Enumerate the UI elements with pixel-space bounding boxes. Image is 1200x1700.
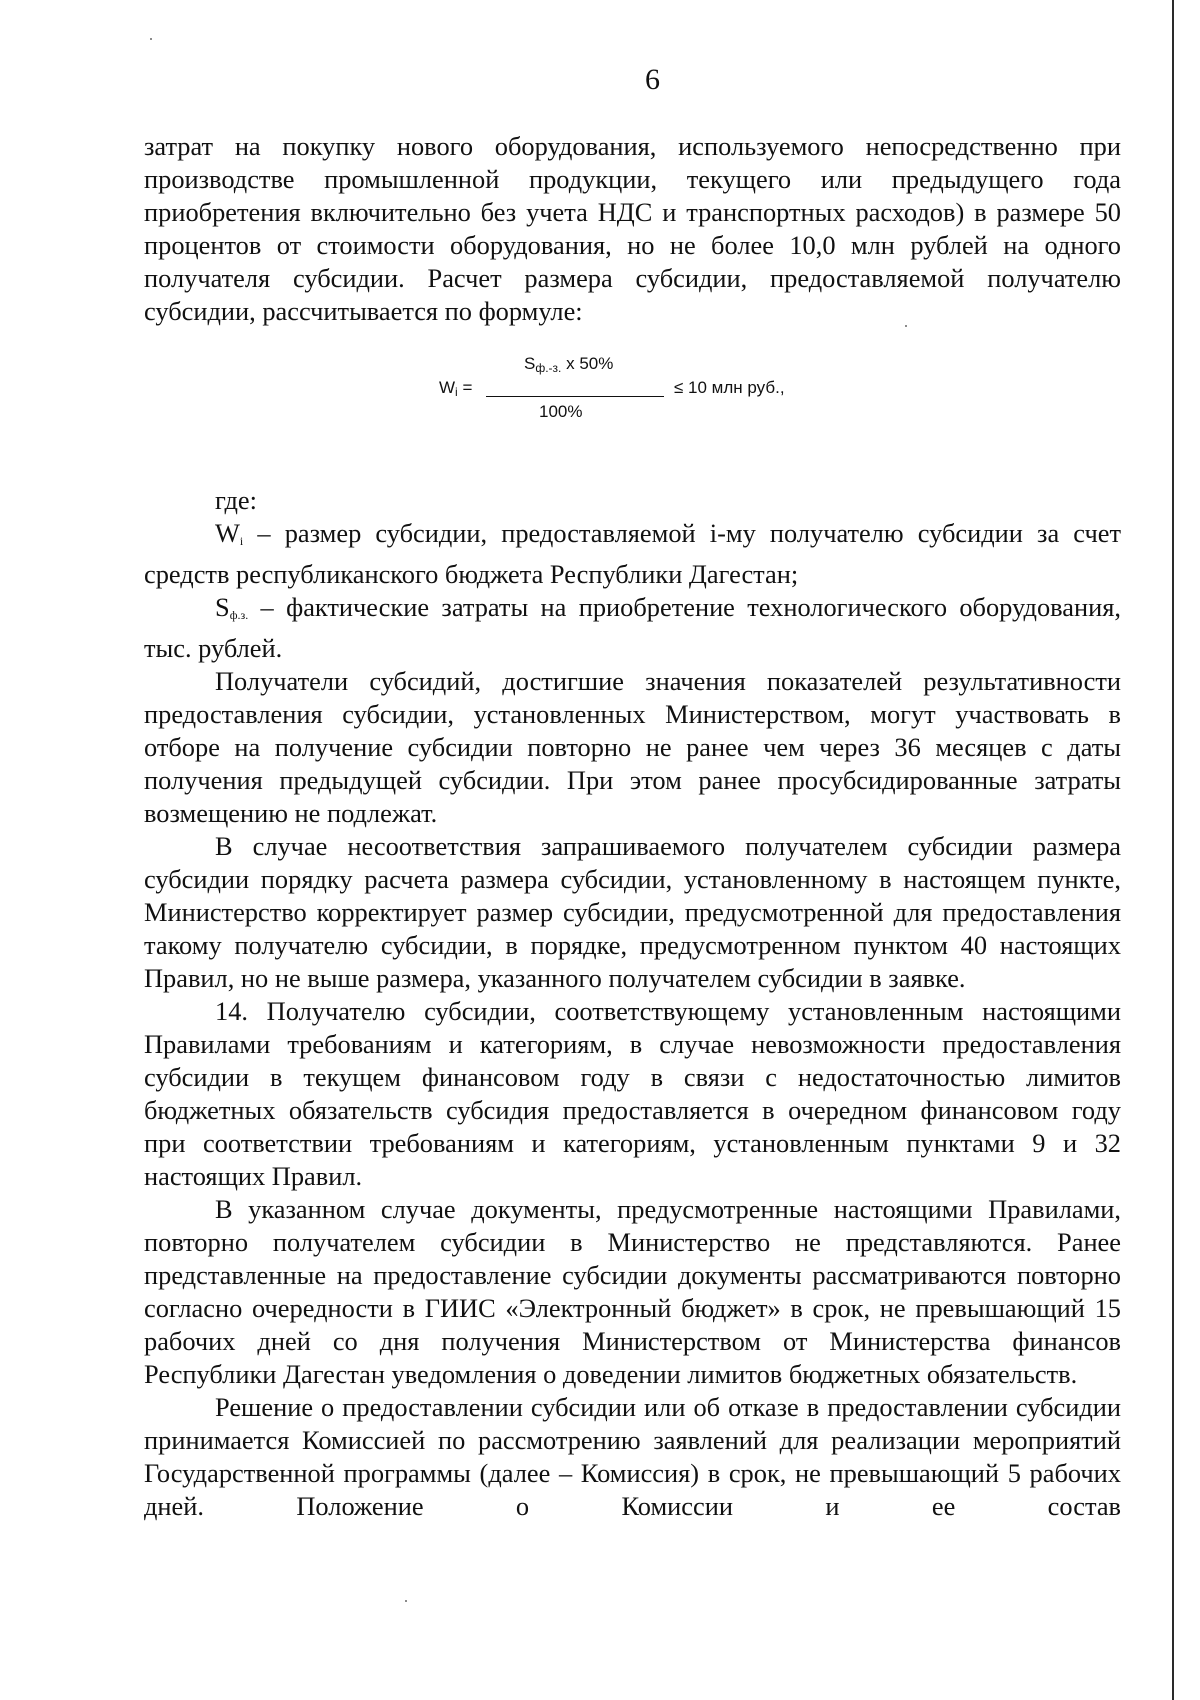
- formula-numerator-symbol: S: [524, 354, 536, 373]
- formula-lhs-symbol: W: [439, 378, 456, 397]
- fraction-line: [486, 396, 664, 397]
- paragraph-item-14: 14. Получателю субсидии, соответствующему установленным настоящими Правилами требованиям и категориям, в случае невозможности предоставления субсидии в текущем финансовом году в связи с недостаточностью лимитов бюджетных обязательств субсидия предоставляется в очередном финансовом году при соответствии требованиям и категориям, установленным пунктами 9 и 32 настоящих Правил.: [144, 996, 1121, 1191]
- document-page: [144, 60, 1121, 1523]
- formula-numerator-rest: х 50%: [561, 354, 614, 373]
- formula-numerator-subscript: ф.-з.: [535, 361, 562, 375]
- paragraph-sfz-definition: [144, 591, 1121, 665]
- page-number: 6: [645, 63, 660, 96]
- paragraph-decision: Решение о предоставлении субсидии или об отказе в предоставлении субсидии принимается Комиссией по рассмотрению заявлений для реализации мероприятий Государственной программы (далее – Комиссия) в срок, не превышающий 5 рабочих дней. Положение о Комиссии и ее состав: [144, 1392, 1121, 1521]
- wi-subscript: i: [239, 534, 244, 548]
- scan-speck: [405, 1600, 407, 1602]
- scan-edge-line: [1172, 0, 1174, 1700]
- paragraph-documents: В указанном случае документы, предусмотренные настоящими Правилами, повторно получателем субсидии в Министерство не представляются. Ранее представленные на предоставление субсидии документы рассматриваются повторно согласно очередности в ГИИС «Электронный бюджет» в срок, не превышающий 15 рабочих дней со дня получения Министерством от Министерства финансов Республики Дагестан уведомления о доведении лимитов бюджетных обязательств.: [144, 1194, 1121, 1389]
- scan-speck: [150, 38, 152, 40]
- wi-symbol: W: [215, 518, 240, 548]
- paragraph-recipients: Получатели субсидий, достигшие значения показателей результативности предоставления субсидии, установленных Министерством, могут участвовать в отборе на получение субсидии повторно не ранее чем через 36 месяцев с даты получения предыдущей субсидии. При этом ранее просубсидированные затраты возмещению не подлежат.: [144, 666, 1121, 828]
- formula-equals: =: [457, 378, 473, 397]
- sfz-subscript: ф.з.: [229, 608, 249, 622]
- formula-denominator: 100%: [539, 402, 583, 421]
- paragraph-mismatch: В случае несоответствия запрашиваемого получателем субсидии размера субсидии порядку расчета размера субсидии, установленному в настоящем пункте, Министерство корректирует размер субсидии, предусмотренной для предоставления такому получателю субсидии, в порядке, предусмотренном пунктом 40 настоящих Правил, но не выше размера, указанного получателем субсидии в заявке.: [144, 831, 1121, 993]
- formula-lhs: [439, 378, 472, 399]
- sfz-symbol: S: [215, 592, 230, 622]
- formula-lhs-subscript: i: [455, 385, 458, 399]
- formula-rhs: ≤ 10 млн руб.,: [674, 378, 785, 397]
- formula-numerator: [524, 354, 613, 375]
- paragraph-wi-definition: [144, 517, 1121, 591]
- wi-definition-text: – размер субсидии, предоставляемой i-му получателю субсидии за счет средств республиканского бюджета Республики Дагестан;: [144, 518, 1121, 589]
- paragraph-intro: затрат на покупку нового оборудования, используемого непосредственно при производстве промышленной продукции, текущего или предыдущего года приобретения включительно без учета НДС и транспортных расходов) в размере 50 процентов от стоимости оборудования, но не более 10,0 млн рублей на одного получателя субсидии. Расчет размера субсидии, предоставляемой получателю субсидии, рассчитывается по формуле:: [144, 131, 1121, 326]
- subsidy-formula: [144, 354, 1121, 464]
- paragraph-gde: где:: [215, 485, 257, 515]
- sfz-definition-text: – фактические затраты на приобретение технологического оборудования, тыс. рублей.: [144, 592, 1121, 663]
